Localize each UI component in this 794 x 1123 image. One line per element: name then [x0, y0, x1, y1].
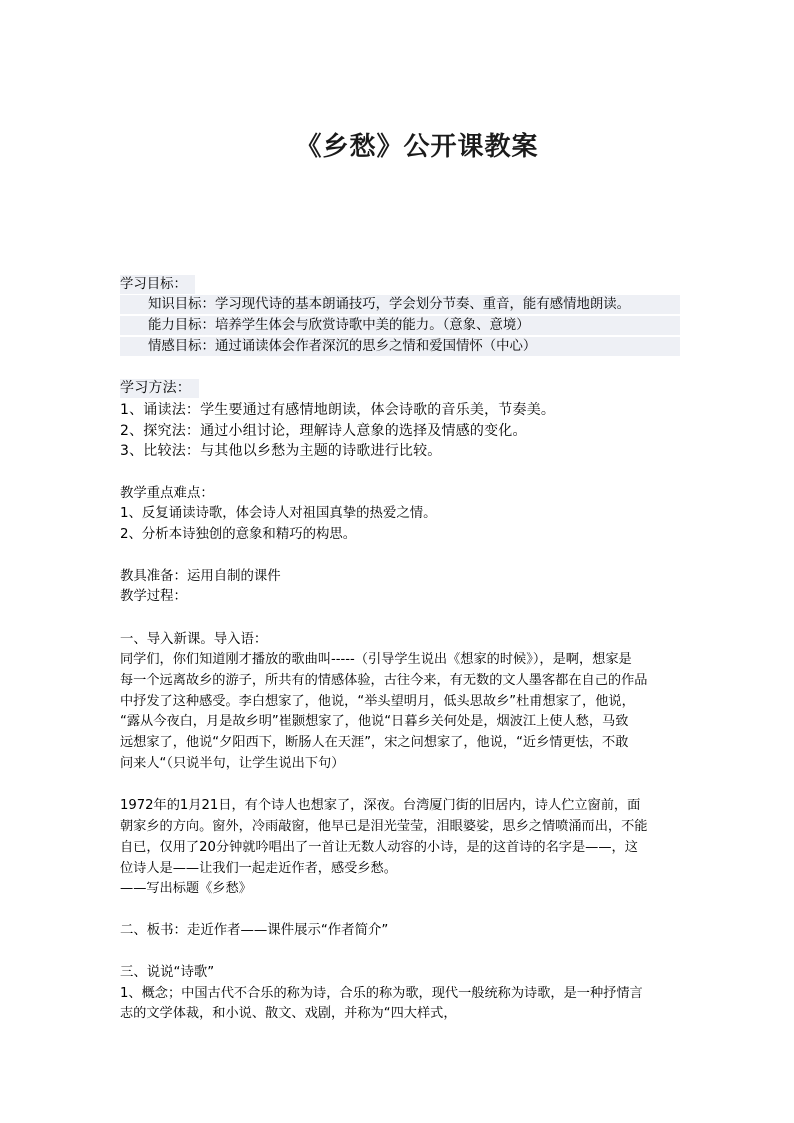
section3-line: 志的文学体裁，和小说、散文、戏剧，并称为“四大样式，	[120, 1006, 457, 1021]
method-item: 3、比较法：与其他以乡愁为主题的诗歌进行比较。	[120, 443, 442, 459]
objective-item: 能力目标：培养学生体会与欣赏诗歌中美的能力。（意象、意境）	[120, 316, 680, 335]
story-line: 1972年的1月21日，有个诗人也想家了，深夜。台湾厦门街的旧居内，诗人伫立窗前，面	[120, 798, 641, 813]
objectives-heading: 学习目标：	[120, 275, 680, 294]
method-item: 1、诵读法：学生要通过有感情地朗读，体会诗歌的音乐美，节奏美。	[120, 402, 556, 418]
objective-item: 情感目标：通过诵读体会作者深沉的思乡之情和爱国情怀（中心）	[120, 337, 680, 356]
section1-line: 同学们，你们知道刚才播放的歌曲叫-----（引导学生说出《想家的时候》），是啊，想家是	[120, 652, 632, 667]
section1-line: 每一个远离故乡的游子，所共有的情感体验，古往今来，有无数的文人墨客都在自己的作品	[120, 673, 648, 688]
process-heading: 教学过程：	[120, 589, 187, 604]
objective-item: 知识目标：学习现代诗的基本朗诵技巧，学会划分节奏、重音，能有感情地朗读。	[120, 295, 680, 314]
story-line: ——写出标题《乡愁》	[120, 881, 252, 896]
method-item: 2、探究法：通过小组讨论，理解诗人意象的选择及情感的变化。	[120, 423, 527, 439]
section1-line: “露从今夜白，月是故乡明”崔颢想家了，他说“日暮乡关何处是，烟波江上使人愁，马致	[120, 714, 629, 729]
section3-line: 1、概念；中国古代不合乐的称为诗，合乐的称为歌，现代一般统称为诗歌，是一种抒情言	[120, 986, 643, 1001]
section1-line: 远想家了，他说“夕阳西下，断肠人在天涯”，宋之问想家了，他说，“近乡情更怯，不敢	[120, 735, 629, 750]
story-line: 位诗人是——让我们一起走近作者，感受乡愁。	[120, 861, 397, 876]
section1-line: 问来人“（只说半句，让学生说出下句）	[120, 756, 345, 771]
key-points-heading: 教学重点难点：	[120, 486, 214, 501]
methods-heading: 学习方法：	[120, 379, 680, 398]
document-title: 《乡愁》公开课教案	[295, 132, 539, 162]
preparation: 教具准备：运用自制的课件	[120, 569, 281, 584]
story-line: 朝家乡的方向。窗外，冷雨敲窗，他早已是泪光莹莹，泪眼婆娑，思乡之情喷涌而出，不能	[120, 819, 648, 834]
section1-heading: 一、导入新课。导入语：	[120, 632, 268, 647]
section2: 二、板书：走近作者——课件展示“作者简介”	[120, 923, 389, 938]
section3-heading: 三、说说“诗歌”	[120, 965, 215, 980]
story-line: 自已，仅用了20分钟就吟唱出了一首让无数人动容的小诗，是的这首诗的名字是——，这	[120, 840, 638, 855]
section1-line: 中抒发了这种感受。李白想家了，他说，“举头望明月，低头思故乡”杜甫想家了，他说，	[120, 694, 635, 709]
key-point-item: 2、分析本诗独创的意象和精巧的构思。	[120, 527, 357, 542]
key-point-item: 1、反复诵读诗歌，体会诗人对祖国真挚的热爱之情。	[120, 506, 437, 521]
